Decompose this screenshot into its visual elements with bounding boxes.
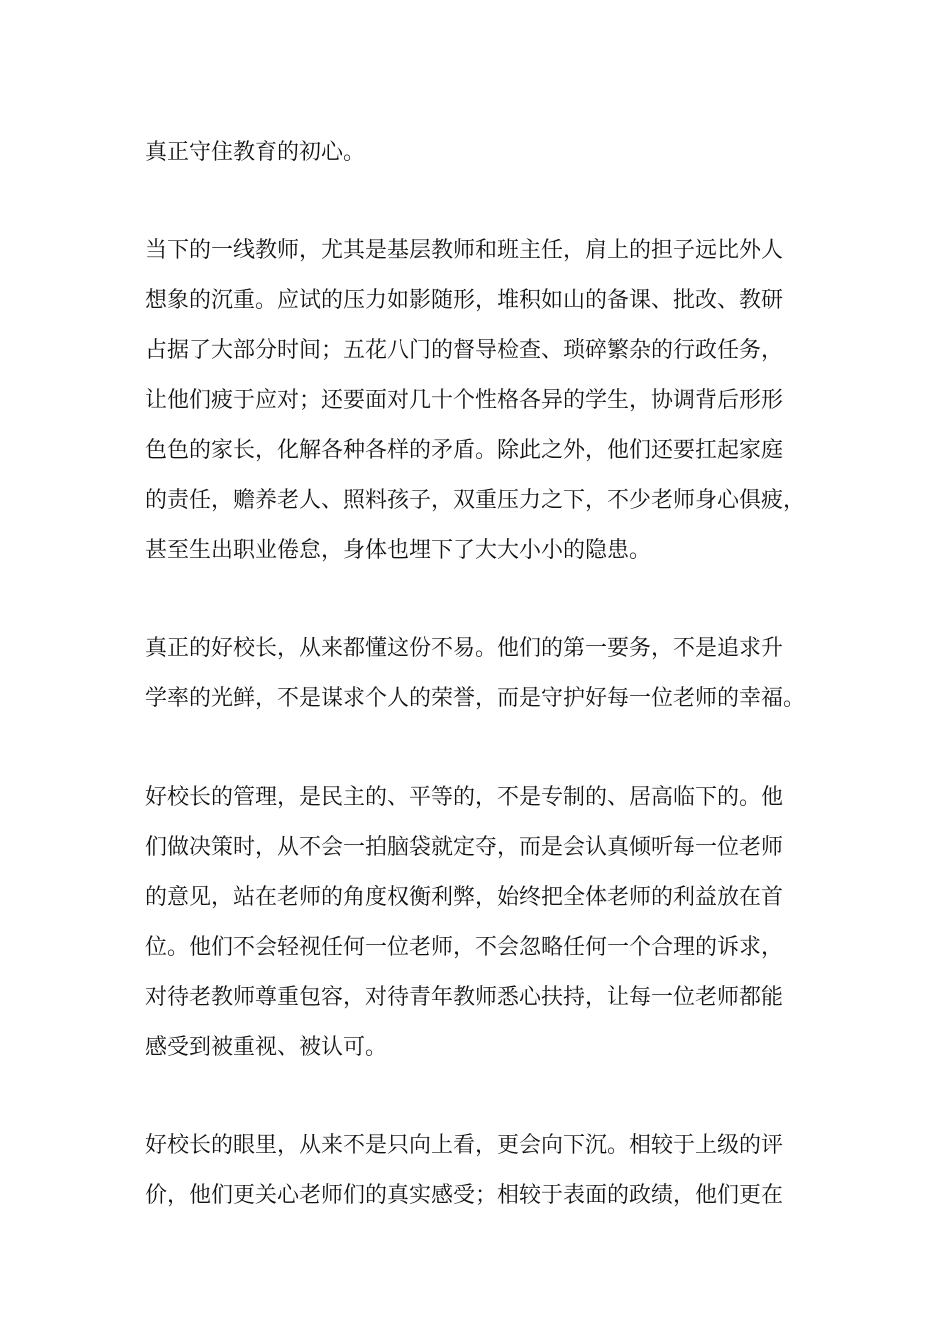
text-line: 学率的光鲜，不是谋求个人的荣誉，而是守护好每一位老师的幸福。 [145, 686, 806, 711]
text-line: 的责任，赡养老人、照料孩子，双重压力之下，不少老师身心俱疲， [145, 488, 806, 513]
text-line: 让他们疲于应对；还要面对几十个性格各异的学生，协调背后形形 [145, 388, 784, 413]
paragraph-5 [145, 1121, 835, 1221]
paragraph-4 [145, 773, 835, 1073]
text-line: 价，他们更关心老师们的真实感受；相较于表面的政绩，他们更在 [145, 1183, 784, 1208]
text-line: 位。他们不会轻视任何一位老师，不会忽略任何一个合理的诉求， [145, 935, 784, 960]
text-line: 色色的家长，化解各种各样的矛盾。除此之外，他们还要扛起家庭 [145, 438, 784, 463]
text-line: 对待老教师尊重包容，对待青年教师悉心扶持，让每一位老师都能 [145, 985, 784, 1010]
text-line: 的意见，站在老师的角度权衡利弊，始终把全体老师的利益放在首 [145, 885, 784, 910]
text-line: 当下的一线教师，尤其是基层教师和班主任，肩上的担子远比外人 [145, 238, 784, 263]
paragraph-2 [145, 226, 835, 576]
text-line: 真正守住教育的初心。 [145, 140, 366, 165]
text-line: 们做决策时，从不会一拍脑袋就定夺，而是会认真倾听每一位老师 [145, 835, 784, 860]
text-line: 占据了大部分时间；五花八门的督导检查、琐碎繁杂的行政任务， [145, 338, 784, 363]
text-line: 好校长的眼里，从来不是只向上看，更会向下沉。相较于上级的评 [145, 1133, 784, 1158]
text-line: 感受到被重视、被认可。 [145, 1035, 388, 1060]
text-line: 甚至生出职业倦怠，身体也埋下了大大小小的隐患。 [145, 538, 652, 563]
paragraph-3 [145, 624, 835, 724]
text-line: 想象的沉重。应试的压力如影随形，堆积如山的备课、批改、教研 [145, 288, 784, 313]
text-line: 真正的好校长，从来都懂这份不易。他们的第一要务，不是追求升 [145, 636, 784, 661]
text-line: 好校长的管理，是民主的、平等的，不是专制的、居高临下的。他 [145, 785, 784, 810]
paragraph-1 [145, 128, 835, 178]
